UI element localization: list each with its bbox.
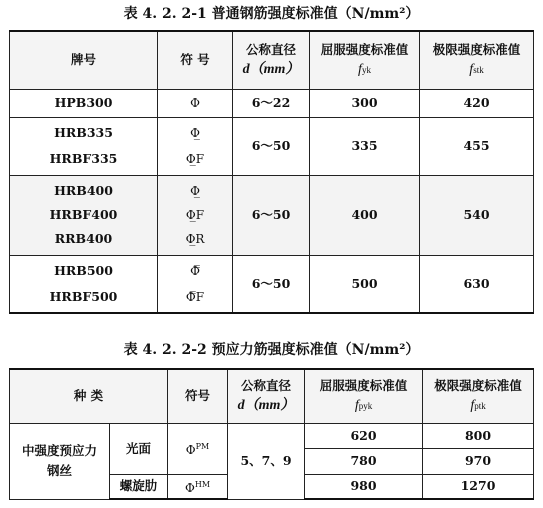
table1-caption: 表 4. 2. 2-1 普通钢筋强度标准值（N/mm²） bbox=[123, 6, 420, 22]
header-symbol: 符 号 bbox=[158, 31, 233, 89]
ultimate-cell: 420 bbox=[420, 89, 534, 117]
table2-header-row bbox=[10, 369, 534, 423]
diameter-cell: 6～50 bbox=[233, 117, 310, 175]
category-cell: 中强度预应力 钢丝 bbox=[10, 423, 110, 499]
brand-cell: HRB335 HRBF335 bbox=[10, 117, 158, 175]
ultimate-cell: 970 bbox=[423, 448, 534, 474]
header-diameter: 公称直径 d（mm） bbox=[233, 31, 310, 89]
header-yield: 屈服强度标准值 fyk bbox=[310, 31, 420, 89]
table-row bbox=[10, 89, 534, 117]
table-row bbox=[10, 423, 534, 448]
rebar-symbol-icon: Φ̲ Φ̲F bbox=[158, 117, 233, 175]
table-row bbox=[10, 117, 534, 175]
diameter-cell: 5、7、9 bbox=[228, 423, 305, 499]
table1-header-row bbox=[10, 31, 534, 89]
subtype-smooth: 光面 bbox=[110, 423, 168, 474]
header-ultimate: 极限强度标准值 fstk bbox=[420, 31, 534, 89]
yield-cell: 335 bbox=[310, 117, 420, 175]
yield-cell: 980 bbox=[305, 474, 423, 499]
ultimate-cell: 455 bbox=[420, 117, 534, 175]
table-ordinary-rebar bbox=[9, 30, 534, 314]
header-yield: 屈服强度标准值 fpyk bbox=[305, 369, 423, 423]
yield-cell: 300 bbox=[310, 89, 420, 117]
ultimate-cell: 1270 bbox=[423, 474, 534, 499]
brand-cell: HRB400 HRBF400 RRB400 bbox=[10, 175, 158, 255]
table-prestressed-tendon bbox=[9, 368, 534, 500]
ultimate-cell: 800 bbox=[423, 423, 534, 448]
ultimate-cell: 630 bbox=[420, 255, 534, 313]
header-diameter: 公称直径 d（mm） bbox=[228, 369, 305, 423]
header-ultimate: 极限强度标准值 fptk bbox=[423, 369, 534, 423]
table2-caption: 表 4. 2. 2-2 预应力筋强度标准值（N/mm²） bbox=[123, 342, 420, 358]
diameter-cell: 6～50 bbox=[233, 175, 310, 255]
table-row bbox=[10, 175, 534, 255]
table-row bbox=[10, 255, 534, 313]
tendon-symbol-icon: $\Phi^{PM}$ bbox=[168, 423, 228, 474]
header-kind: 种 类 bbox=[10, 369, 168, 423]
brand-cell: HPB300 bbox=[10, 89, 158, 117]
header-brand: 牌号 bbox=[10, 31, 158, 89]
diameter-cell: 6～50 bbox=[233, 255, 310, 313]
ultimate-cell: 540 bbox=[420, 175, 534, 255]
rebar-symbol-icon: Φ bbox=[158, 89, 233, 117]
rebar-symbol-icon: Φ̿ Φ̿F bbox=[158, 255, 233, 313]
diameter-cell: 6～22 bbox=[233, 89, 310, 117]
yield-cell: 620 bbox=[305, 423, 423, 448]
rebar-symbol-icon: Φ̲ Φ̲F Φ̲R bbox=[158, 175, 233, 255]
brand-cell: HRB500 HRBF500 bbox=[10, 255, 158, 313]
yield-cell: 500 bbox=[310, 255, 420, 313]
tendon-symbol-icon: $\Phi^{HM}$ bbox=[168, 474, 228, 499]
header-symbol: 符号 bbox=[168, 369, 228, 423]
yield-cell: 780 bbox=[305, 448, 423, 474]
subtype-spiral: 螺旋肋 bbox=[110, 474, 168, 499]
yield-cell: 400 bbox=[310, 175, 420, 255]
